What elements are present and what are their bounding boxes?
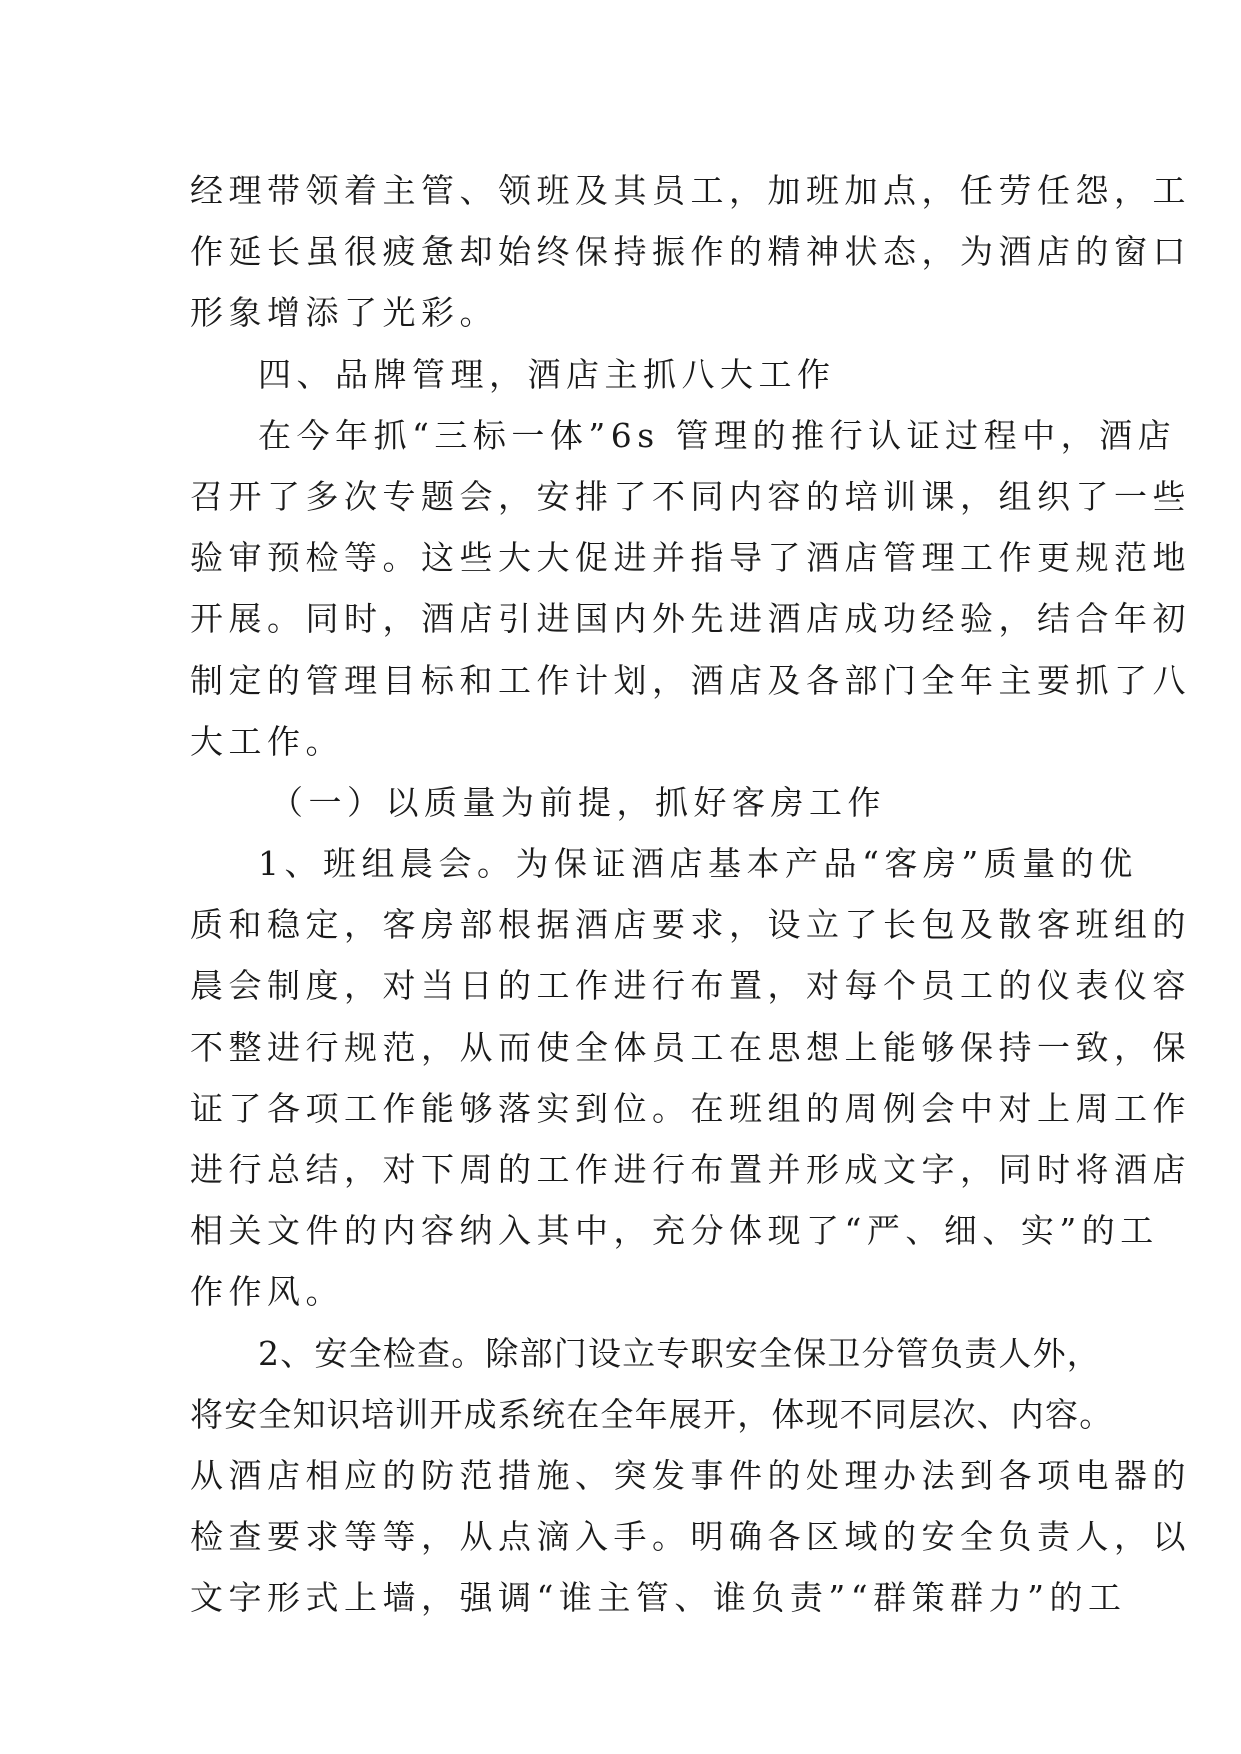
document-body xyxy=(190,160,1191,1629)
paragraph-line: 从酒店相应的防范措施、突发事件的处理办法到各项电器的 xyxy=(190,1455,1191,1495)
paragraph-line: 形象增添了光彩。 xyxy=(190,293,498,333)
paragraph-line: 1、班组晨会。为保证酒店基本产品“客房”质量的优 xyxy=(258,844,1138,884)
paragraph-line: 经理带领着主管、领班及其员工，加班加点，任劳任怨，工 xyxy=(190,171,1191,210)
section-heading: 四、品牌管理，酒店主抓八大工作 xyxy=(258,354,836,394)
paragraph-line: 在今年抓“三标一体”6s 管理的推行认证过程中，酒店 xyxy=(258,415,1177,455)
paragraph-line: 相关文件的内容纳入其中，充分体现了“严、细、实”的工 xyxy=(190,1211,1159,1251)
paragraph-line: 晨会制度，对当日的工作进行布置，对每个员工的仪表仪容 xyxy=(190,966,1191,1006)
paragraph-line: 开展。同时，酒店引进国内外先进酒店成功经验，结合年初 xyxy=(190,599,1191,639)
paragraph-line: 将安全知识培训开成系统在全年展开，体现不同层次、内容。 xyxy=(190,1394,1114,1434)
paragraph-line: 文字形式上墙，强调“谁主管、谁负责”“群策群力”的工 xyxy=(190,1578,1127,1618)
paragraph-line: 作延长虽很疲惫却始终保持振作的精神状态，为酒店的窗口 xyxy=(190,232,1191,272)
paragraph-line: 2、安全检查。除部门设立专职安全保卫分管负责人外， xyxy=(258,1333,1101,1373)
paragraph-line: 证了各项工作能够落实到位。在班组的周例会中对上周工作 xyxy=(190,1088,1191,1128)
paragraph-line: 作作风。 xyxy=(190,1272,344,1312)
paragraph-line: 质和稳定，客房部根据酒店要求，设立了长包及散客班组的 xyxy=(190,905,1191,945)
paragraph-line: 检查要求等等，从点滴入手。明确各区域的安全负责人，以 xyxy=(190,1517,1191,1557)
paragraph-line: 进行总结，对下周的工作进行布置并形成文字，同时将酒店 xyxy=(190,1150,1191,1189)
paragraph-line: 验审预检等。这些大大促进并指导了酒店管理工作更规范地 xyxy=(190,538,1191,578)
subsection-heading: （一）以质量为前提，抓好客房工作 xyxy=(270,782,886,822)
paragraph-line: 大工作。 xyxy=(190,721,344,761)
paragraph-line: 召开了多次专题会，安排了不同内容的培训课，组织了一些 xyxy=(190,476,1191,516)
paragraph-line: 制定的管理目标和工作计划，酒店及各部门全年主要抓了八 xyxy=(190,660,1191,700)
paragraph-line: 不整进行规范，从而使全体员工在思想上能够保持一致，保 xyxy=(190,1027,1191,1067)
